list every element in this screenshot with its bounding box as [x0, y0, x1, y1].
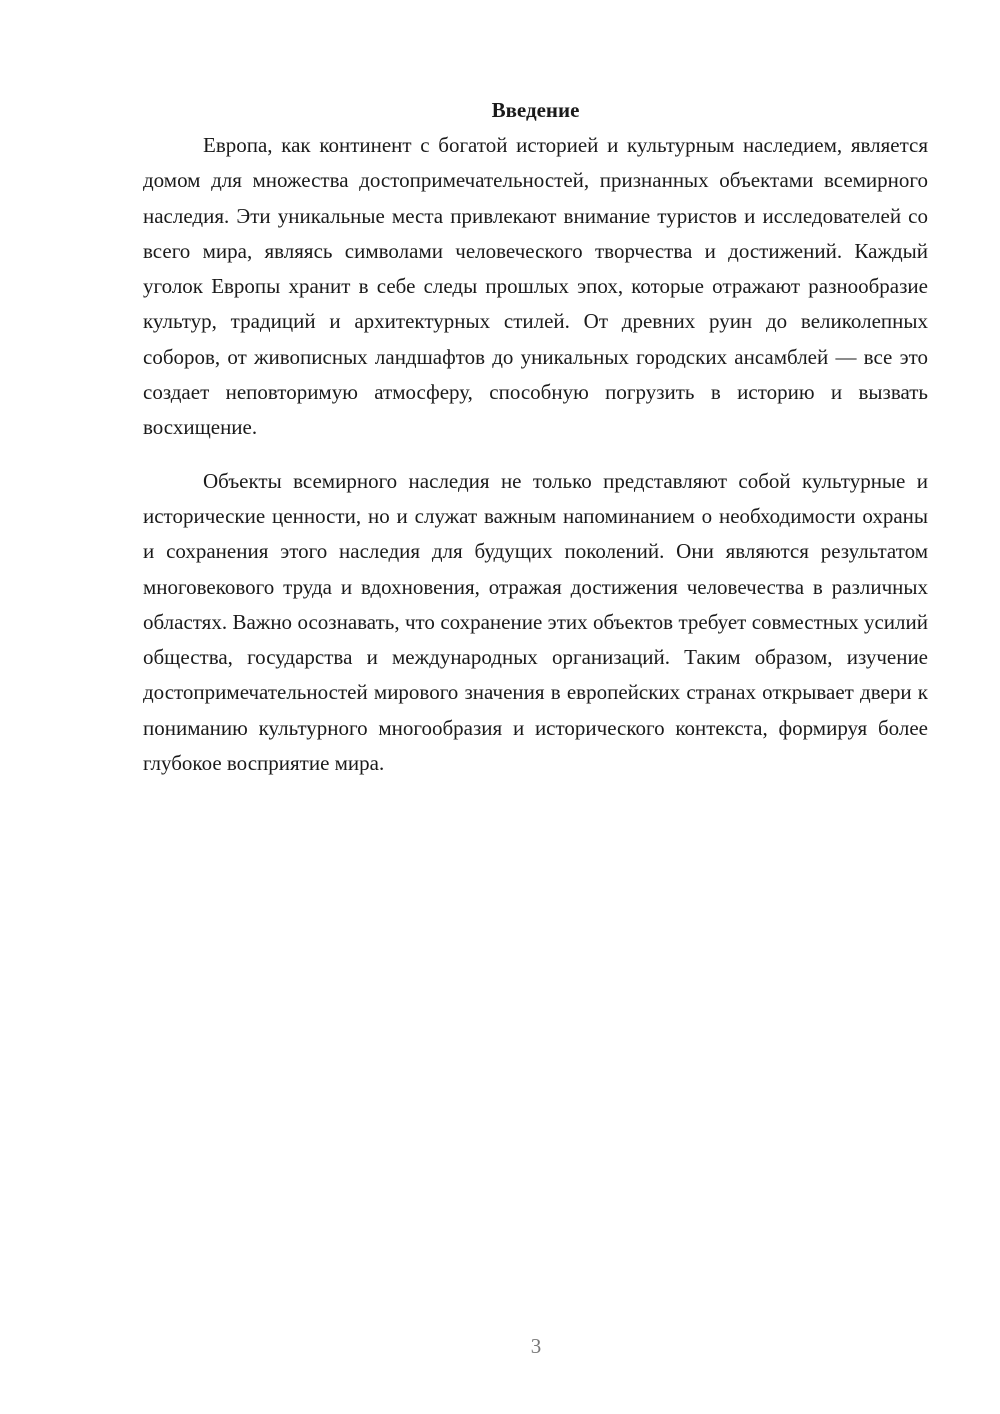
paragraph-2: Объекты всемирного наследия не только представляют собой культурные и исторические ценности, но и служат важным напоминанием о необходимости охраны и сохранения этого наследия для будущих поколений. Они являются результатом многовекового труда и вдохновения, отражая достижения человечества в различных областях. Важно осознавать, что сохранение этих объектов требует совместных усилий общества, государства и международных организаций. Таким образом, изучение достопримечательностей мирового значения в европейских странах открывает двери к пониманию культурного многообразия и исторического контекста, формируя более глубокое восприятие мира. [143, 468, 928, 776]
section-heading: Введение [491, 98, 580, 122]
paragraph-1: Европа, как континент с богатой историей и культурным наследием, является домом для множества достопримечательностей, признанных объектами всемирного наследия. Эти уникальные места привлекают внимание туристов и исследователей со всего мира, являясь символами человеческого творчества и достижений. Каждый уголок Европы хранит в себе следы прошлых эпох, которые отражают разнообразие культур, традиций и архитектурных стилей. От древних руин до великолепных соборов, от живописных ландшафтов до уникальных городских ансамблей — все это создает неповторимую атмосферу, способную погрузить в историю и вызвать восхищение. [143, 133, 928, 440]
page-content [143, 92, 928, 781]
page-number: 3 [530, 1334, 542, 1358]
